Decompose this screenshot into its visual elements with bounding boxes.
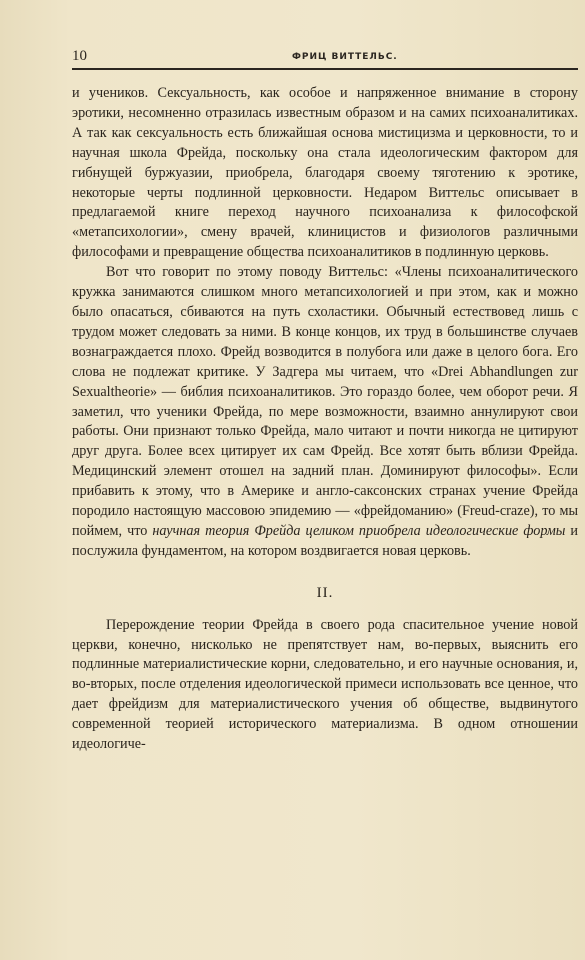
running-head: ФРИЦ ВИТТЕЛЬС. xyxy=(292,52,398,62)
paragraph-2 xyxy=(72,263,578,562)
paragraph-3: Перерождение теории Фрейда в своего рода спасительное учение новой церкви, конечно, нисколько не препятствует нам, во-первых, выяснить его подлинные материалистические корни, следовательно, и его научные основания, и, во-вторых, после отделения идеологической примеси использовать все ценное, что дает фрейдизм для материалистического учения об обществе, выдвинутого современной теорией исторического материализма. В одном отношении идеологиче- xyxy=(72,616,578,753)
paragraph-2-quote: Вот что говорит по этому поводу Виттельс: «Члены психоаналитического кружка занимаются слишком много метапсихологией и при этом, как и можно было опасаться, сбиваются на путь схоластики. Обычный естествовед лишь с трудом может следовать за ними. В конце концов, их труд в большинстве случаев вознаграждается плохо. Фрейд возводится в полубога или даже в целого бога. Его слова не подлежат критике. У Задгера мы читаем, что «Drei Abhandlungen zur Sexualtheorie» — библия психоаналитиков. Это гораздо более, чем оборот речи. Я заметил, что ученики Фрейда, по мере возможности, взаимно аннулируют свои работы. Они признают только Фрейда, мало читают и почти никогда не цитируют друг друга. Более всех цитирует их сам Фрейд. Все хотят быть вблизи Фрейда. Медицинский элемент отошел на задний план. Доминируют философы». Если прибавить к этому, что в Америке и англо-саксонских странах учение Фрейда породило настоящую массовою эпидемию — «фрейдоманию» (Freud-craze), то мы поймем, что xyxy=(72,264,578,539)
paragraph-1: и учеников. Сексуальность, как особое и напряженное внимание в сторону эротики, несомненно отразилась известным образом и на самих психоаналитиках. А так как сексуальность есть ближайшая основа мистицизма и церковности, то и научная школа Фрейда, поскольку она стала идеологическим фактором для гибнущей буржуазии, приобрела, благодаря своему тяготению к эротике, некоторые черты подлинной церковности. Недаром Виттельс описывает в предлагаемой книге переход научного психоанализа к философской «метапсихологии», смену врачей, клиницистов и физиологов различными философами и превращение общества психоаналитиков в подлинную церковь. xyxy=(72,85,578,261)
body-text xyxy=(72,84,578,755)
page-number: 10 xyxy=(72,48,87,64)
section-heading: II. xyxy=(316,584,334,601)
page-header xyxy=(72,46,578,70)
paragraph-2-emphasis: научная теория Фрейда целиком приобрела идеологические формы xyxy=(152,522,566,539)
paragraph-2-ending: и послужила фундаментом, на котором воздвигается новая церковь. xyxy=(72,522,578,559)
